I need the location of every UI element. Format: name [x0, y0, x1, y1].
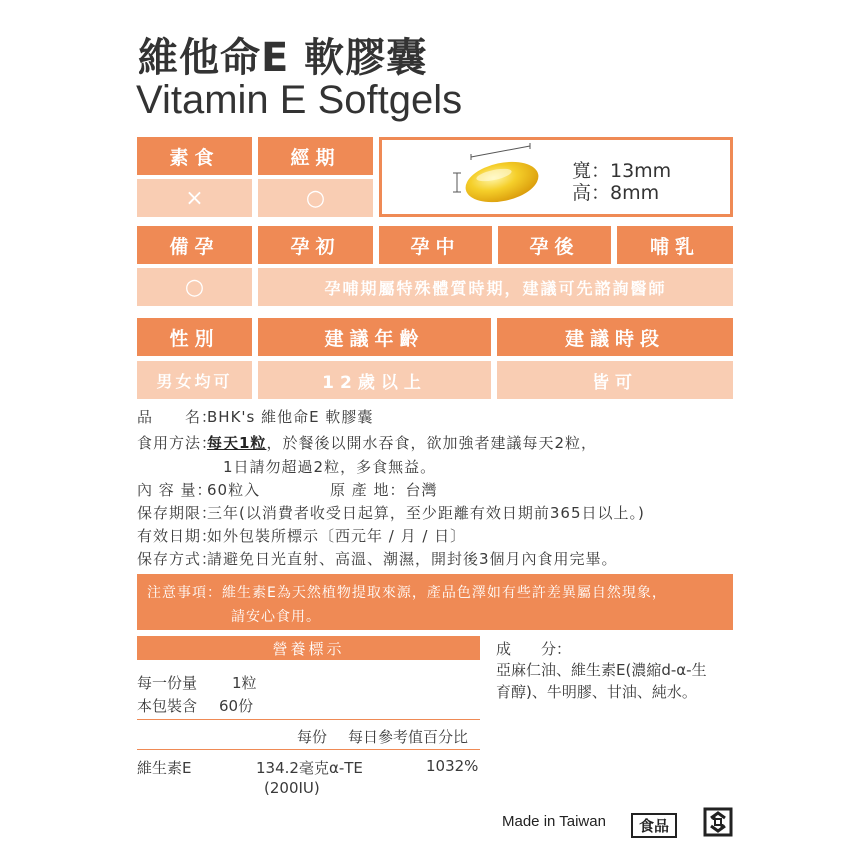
package-value: 60份	[219, 697, 254, 715]
notice-box	[137, 574, 733, 630]
shelf-life-row	[137, 502, 645, 523]
storage-label: 保存方式：	[137, 550, 218, 568]
usage-label: 食用方法：	[137, 434, 218, 452]
capsule-height: 高：8mm	[572, 182, 660, 204]
recycle-icon	[702, 806, 734, 838]
time-value: 皆可	[497, 361, 733, 399]
notice-line2: 請安心食用。	[231, 609, 321, 625]
nutrient-daily-value: 1032%	[426, 757, 479, 775]
nutrition-divider-2	[137, 749, 480, 750]
nutrition-title: 營養標示	[137, 636, 480, 660]
vegetarian-header: 素食	[137, 137, 252, 175]
age-header: 建議年齡	[258, 318, 491, 356]
breastfeeding-header: 哺乳	[617, 226, 733, 264]
vegetarian-value: ×	[137, 179, 252, 217]
pregnancy-mid-header: 孕中	[379, 226, 492, 264]
serving-label: 每一份量	[137, 674, 198, 692]
storage-value: 請避免日光直射、高溫、潮濕，開封後3個月內食用完畢。	[207, 550, 618, 568]
usage-text: ，於餐後以開水吞食，欲加強者建議每天2粒，	[266, 434, 597, 452]
shelf-life-label: 保存期限：	[137, 504, 218, 522]
time-header: 建議時段	[497, 318, 733, 356]
page-subtitle: Vitamin E Softgels	[136, 78, 463, 122]
usage-line2: 1日請勿超過2粒，多食無益。	[223, 458, 437, 476]
pregnancy-early-header: 孕初	[258, 226, 373, 264]
nutrition-divider-1	[137, 719, 480, 720]
origin-value: 台灣	[405, 481, 438, 499]
pregnancy-note: 孕哺期屬特殊體質時期，建議可先諮詢醫師	[258, 268, 733, 306]
shelf-life-value: 三年(以消費者收受日起算，至少距離有效日期前365日以上。)	[207, 504, 645, 522]
serving-value: 1粒	[232, 674, 257, 692]
gender-value: 男女均可	[137, 361, 252, 399]
expiry-value: 如外包裝所標示〔西元年 / 月 / 日〕	[207, 527, 467, 545]
made-in-taiwan: Made in Taiwan	[502, 813, 606, 830]
content-value: 60粒入	[207, 481, 261, 499]
per-serving-header: 每份	[297, 728, 328, 746]
product-name-label: 品 名：	[137, 408, 218, 426]
origin-label: 原 產 地：	[330, 481, 406, 499]
ingredients-label: 成 分：	[496, 640, 572, 658]
product-name-value: BHK's 維他命E 軟膠囊	[207, 408, 374, 426]
pregnancy-prep-header: 備孕	[137, 226, 252, 264]
ingredients-line1: 亞麻仁油、維生素E(濃縮d-α-生	[496, 661, 707, 679]
pregnancy-prep-value: ○	[137, 268, 252, 306]
nutrient-amount: 134.2毫克α-TE	[256, 759, 363, 777]
content-label: 內 容 量：	[137, 481, 213, 499]
package-label: 本包裝含	[137, 697, 198, 715]
capsule-width: 寬：13mm	[572, 160, 672, 182]
expiry-label: 有效日期：	[137, 527, 218, 545]
daily-value-header: 每日參考值百分比	[348, 728, 469, 746]
nutrient-name: 維生素E	[137, 759, 192, 777]
age-value: 12歲以上	[258, 361, 491, 399]
origin-row	[330, 479, 438, 500]
menstruation-value: ○	[258, 179, 373, 217]
storage-row	[137, 548, 618, 569]
capsule-size-box	[379, 137, 733, 217]
gender-header: 性別	[137, 318, 252, 356]
expiry-row	[137, 525, 466, 546]
usage-dose: 每天1粒	[207, 434, 267, 452]
page-title: 維他命E 軟膠囊	[138, 35, 428, 81]
menstruation-header: 經期	[258, 137, 373, 175]
usage-row	[137, 432, 597, 453]
food-badge: 食品	[631, 813, 677, 838]
notice-line1: 注意事項：維生素E為天然植物提取來源，產品色澤如有些許差異屬自然現象，	[147, 585, 667, 601]
pregnancy-late-header: 孕後	[498, 226, 611, 264]
ingredients-line2: 育醇)、牛明膠、甘油、純水。	[496, 683, 697, 701]
nutrient-iu: (200IU)	[264, 779, 320, 797]
content-row	[137, 479, 260, 500]
product-name-row	[137, 406, 373, 427]
